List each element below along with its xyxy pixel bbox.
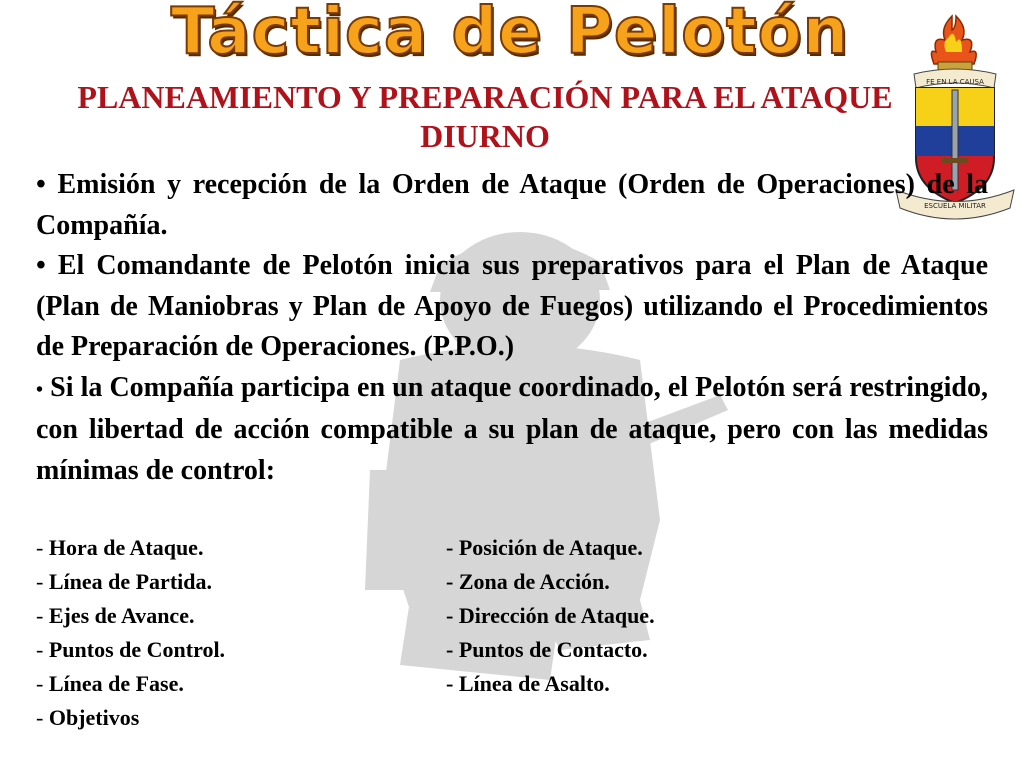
control-item: Línea de Partida. (48, 569, 212, 594)
bullet-text: Emisión y recepción de la Orden de Ataque (Orden de Operaciones) de la Compañía. (36, 169, 989, 241)
control-item: - Posición de Ataque. (446, 535, 643, 560)
control-row (36, 599, 736, 633)
dash: - (36, 603, 44, 628)
bullet-dot: • (36, 169, 46, 200)
control-item: Puntos de Control. (48, 637, 226, 662)
dash: - (36, 569, 44, 594)
crest-motto: FE EN LA CAUSA (926, 78, 984, 86)
control-row (36, 531, 736, 565)
bullet-dot: • (36, 250, 46, 281)
bullet-item (36, 165, 988, 246)
control-item: - Dirección de Ataque. (446, 603, 655, 628)
bullet-item (36, 246, 988, 368)
slide-subtitle: PLANEAMIENTO Y PREPARACIÓN PARA EL ATAQUE DIURNO (77, 79, 893, 154)
bullet-list (36, 165, 988, 491)
control-item: Hora de Ataque. (48, 535, 204, 560)
bullet-text: El Comandante de Pelotón inicia sus preparativos para el Plan de Ataque (Plan de Maniobras y Plan de Apoyo de Fuegos) utilizando el Procedimientos de Preparación de Operaciones. (P.P.O.) (36, 250, 988, 362)
control-measures-list (36, 531, 736, 735)
crest-banner-text: ESCUELA MILITAR (924, 202, 986, 210)
control-item: - Puntos de Contacto. (446, 637, 648, 662)
control-row (36, 667, 736, 701)
dash: - (36, 535, 44, 560)
slide-title: Táctica de Pelotón (170, 0, 850, 69)
dash: - (36, 671, 44, 696)
control-row (36, 633, 736, 667)
dash: - (36, 705, 44, 730)
control-item: Objetivos (48, 705, 140, 730)
control-row (36, 701, 736, 735)
control-item: - Zona de Acción. (446, 569, 610, 594)
dash: - (36, 637, 44, 662)
bullet-dot: • (36, 378, 44, 401)
control-row (36, 565, 736, 599)
bullet-item (36, 368, 988, 492)
control-item: Línea de Fase. (48, 671, 184, 696)
bullet-text: Si la Compañía participa en un ataque coordinado, el Pelotón será restringido, con libertad de acción compatible a su plan de ataque, pero con las medidas mínimas de control: (36, 371, 988, 486)
control-item: - Línea de Asalto. (446, 671, 610, 696)
control-item: Ejes de Avance. (48, 603, 195, 628)
